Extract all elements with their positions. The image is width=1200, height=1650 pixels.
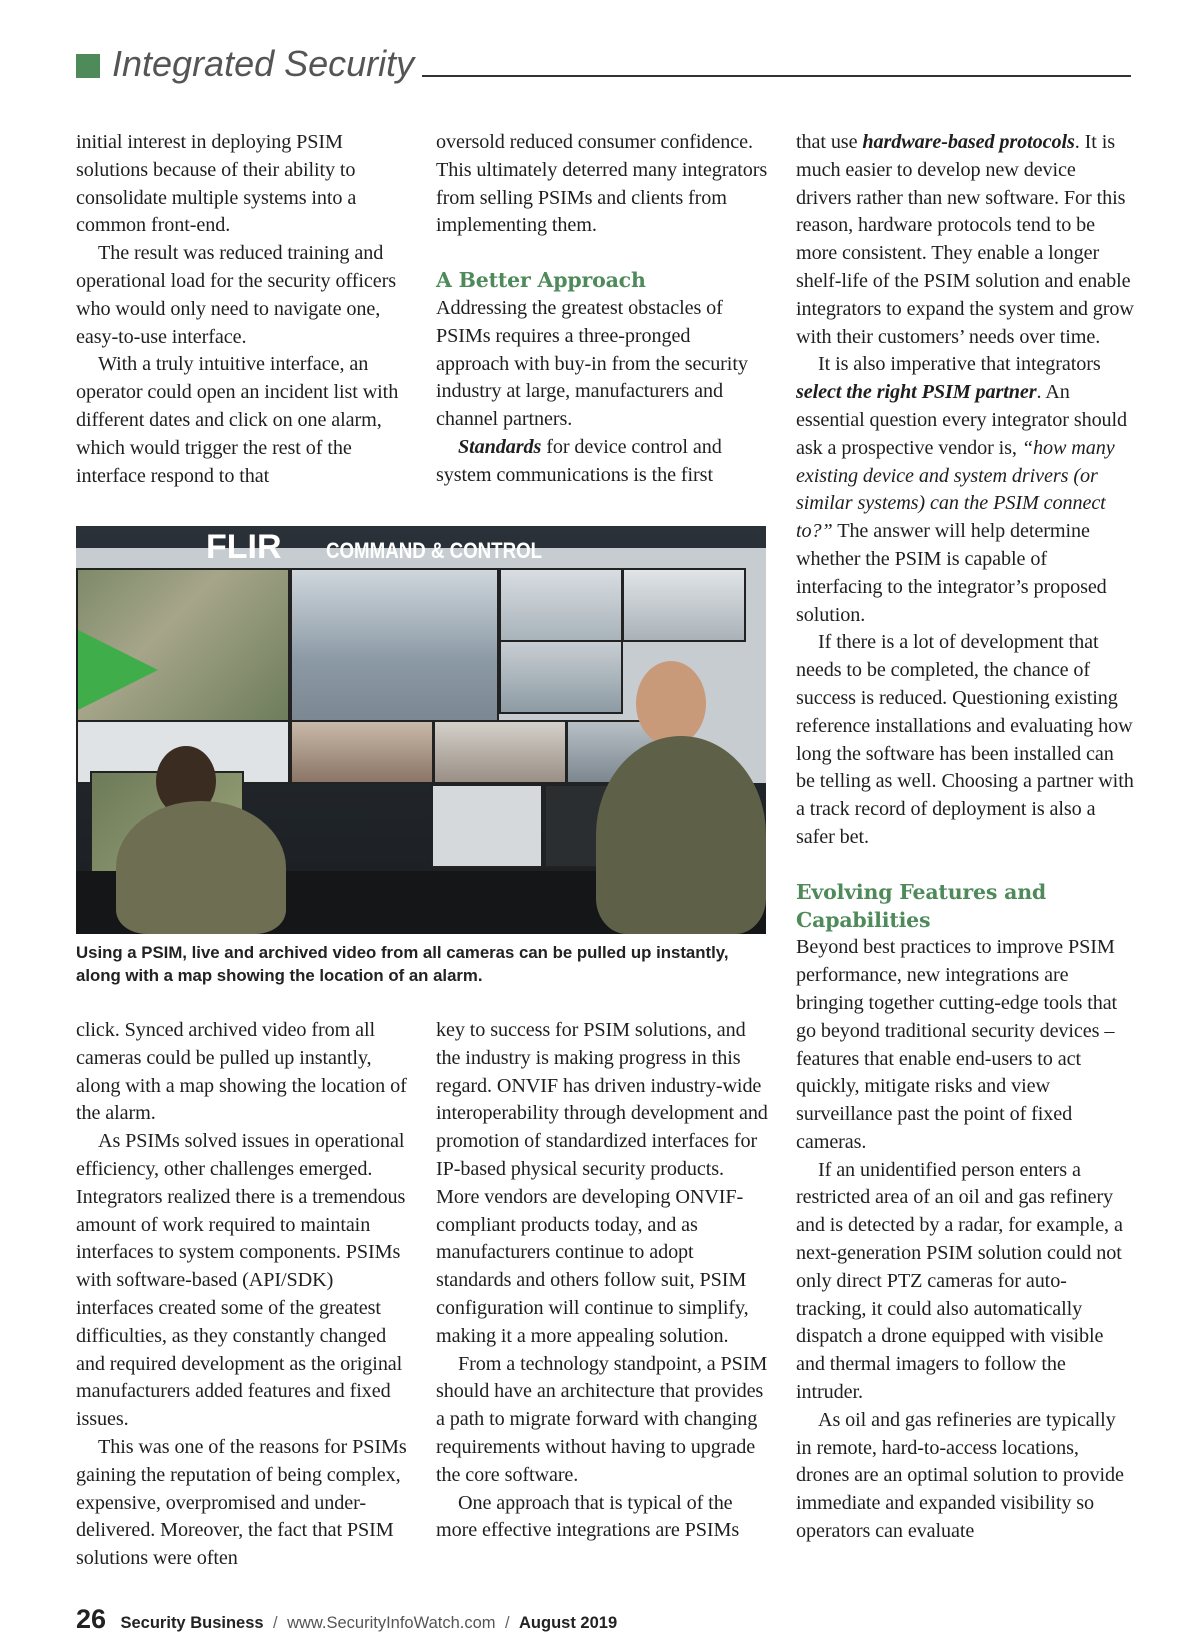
video-screen — [290, 720, 434, 784]
publication-name: Security Business — [120, 1614, 264, 1632]
text-run: . An essential question every integrator should ask a prospective vendor is, — [796, 381, 1128, 459]
section-header — [76, 44, 1131, 84]
logo-sub-text: COMMAND & CONTROL — [326, 538, 543, 563]
column-3 — [796, 129, 1136, 1546]
paragraph: If an unidentified person enters a restricted area of an oil and gas refinery and is detected by a radar, for example, a next-generation PSIM solution could not only direct PTZ cameras for auto-tracking, it could also automatically dispatch a drone equipped with visible and thermal imagers to follow the intruder. — [796, 1158, 1123, 1404]
text-run: It is also imperative that integrators — [818, 353, 1101, 376]
paragraph: The result was reduced training and operational load for the security officers who would only need to navigate one, easy-to-use interface. — [76, 242, 396, 348]
video-screen — [622, 568, 746, 642]
website-url: www.SecurityInfoWatch.com — [287, 1614, 496, 1632]
flir-logo — [206, 526, 626, 576]
column-2-top — [436, 129, 768, 490]
issue-date: August 2019 — [519, 1614, 618, 1632]
column-2-bottom — [436, 1017, 768, 1545]
paragraph: Addressing the greatest obstacles of PSIMs requires a three-pronged approach with buy-in from the security industry at large, manufacturers and channel partners. — [436, 296, 748, 431]
paragraph: If there is a lot of development that needs to be completed, the chance of success is reduced. Questioning existing reference installations and evaluating how long the software has been installed can be telling as well. Choosing a partner with a track record of deployment is also a safer bet. — [796, 631, 1134, 848]
text-run: for device control and system communications is the first — [436, 435, 722, 486]
paragraph: key to success for PSIM solutions, and the industry is making progress in this regard. ONVIF has driven industry-wide interoperability through development and promotion of standardized interfaces for IP-based physical security products. More vendors are developing ONVIF-compliant products today, and as manufacturers continue to adopt standards and others follow suit, PSIM configuration will continue to simplify, making it a more appealing solution. — [436, 1019, 768, 1347]
page-footer — [76, 1604, 617, 1634]
video-screen — [499, 640, 623, 714]
header-rule — [422, 75, 1131, 77]
paragraph: initial interest in deploying PSIM solutions because of their ability to consolidate multiple systems into a common front-end. — [76, 131, 357, 237]
text-run: The answer will help determine whether the PSIM is capable of interfacing to the integrator’s proposed solution. — [796, 520, 1107, 626]
subheading-better-approach: A Better Approach — [436, 268, 646, 293]
column-1-top — [76, 129, 408, 490]
paragraph: From a technology standpoint, a PSIM should have an architecture that provides a path to migrate forward with changing requirements without having to upgrade the core software. — [436, 1352, 768, 1486]
operator-head — [636, 661, 706, 746]
article-photo — [76, 526, 766, 934]
emphasis: hardware-based protocols — [862, 131, 1075, 153]
text-run: that use — [796, 131, 863, 153]
operator-right — [596, 736, 766, 934]
paragraph: This was one of the reasons for PSIMs gaining the reputation of being complex, expensive, overpromised and under-delivered. Moreover, the fact that PSIM solutions were often — [76, 1435, 407, 1570]
video-screen — [433, 720, 567, 784]
map-screen — [76, 568, 290, 722]
footer-separator: / — [504, 1614, 510, 1632]
paragraph — [796, 351, 1136, 629]
section-title: Integrated Security — [112, 43, 415, 84]
column-1-bottom — [76, 1017, 408, 1573]
emphasis: Standards — [458, 435, 542, 458]
page-number: 26 — [76, 1604, 107, 1634]
emphasis: select the right PSIM partner — [796, 381, 1037, 404]
subheading-evolving-features: Evolving Features and Capabilities — [796, 879, 1047, 932]
paragraph: Beyond best practices to improve PSIM performance, new integrations are bringing together cutting-edge tools that go beyond traditional security devices – features that enable end-users to act quickly, mitigate risks and view surveillance past the point of fixed cameras. — [796, 936, 1118, 1153]
paragraph: oversold reduced consumer confidence. This ultimately deterred many integrators from selling PSIMs and clients from implementing them. — [436, 131, 768, 237]
footer-separator: / — [273, 1614, 278, 1632]
paragraph: click. Synced archived video from all cameras could be pulled up instantly, along with a map showing the location of the alarm. — [76, 1019, 407, 1125]
text-run: . It is much easier to develop new device drivers rather than new software. For this reason, hardware protocols tend to be more consistent. They enable a longer shelf-life of the PSIM solution and enable integrators to expand the system and grow with their customers’ needs over time. — [796, 131, 1134, 348]
paragraph: As PSIMs solved issues in operational efficiency, other challenges emerged. Integrators realized there is a tremendous amount of work required to maintain interfaces to system components. PSIMs with software-based (API/SDK) interfaces created some of the greatest difficulties, as they constantly changed and required development as the original manufacturers added features and fixed issues. — [76, 1130, 406, 1431]
paragraph — [796, 129, 1136, 351]
desk-monitor — [431, 784, 543, 868]
paragraph — [436, 434, 768, 490]
logo-main-text: FLIR — [206, 528, 282, 566]
operator-left — [116, 801, 286, 934]
quote: “how many existing device and system drivers (or similar systems) can the PSIM connect to?” — [796, 436, 1115, 543]
paragraph: With a truly intuitive interface, an operator could open an incident list with different dates and click on one alarm, which would trigger the rest of the interface respond to that — [76, 353, 399, 487]
video-screen — [499, 568, 623, 642]
photo-caption: Using a PSIM, live and archived video from all cameras can be pulled up instantly, along with a map showing the location of an alarm. — [76, 943, 729, 985]
paragraph: As oil and gas refineries are typically in remote, hard-to-access locations, drones are an optimal solution to provide immediate and expanded visibility so operators can evaluate — [796, 1408, 1124, 1543]
section-marker-square — [76, 54, 100, 78]
paragraph: One approach that is typical of the more effective integrations are PSIMs — [436, 1491, 740, 1542]
video-screen — [290, 568, 499, 722]
